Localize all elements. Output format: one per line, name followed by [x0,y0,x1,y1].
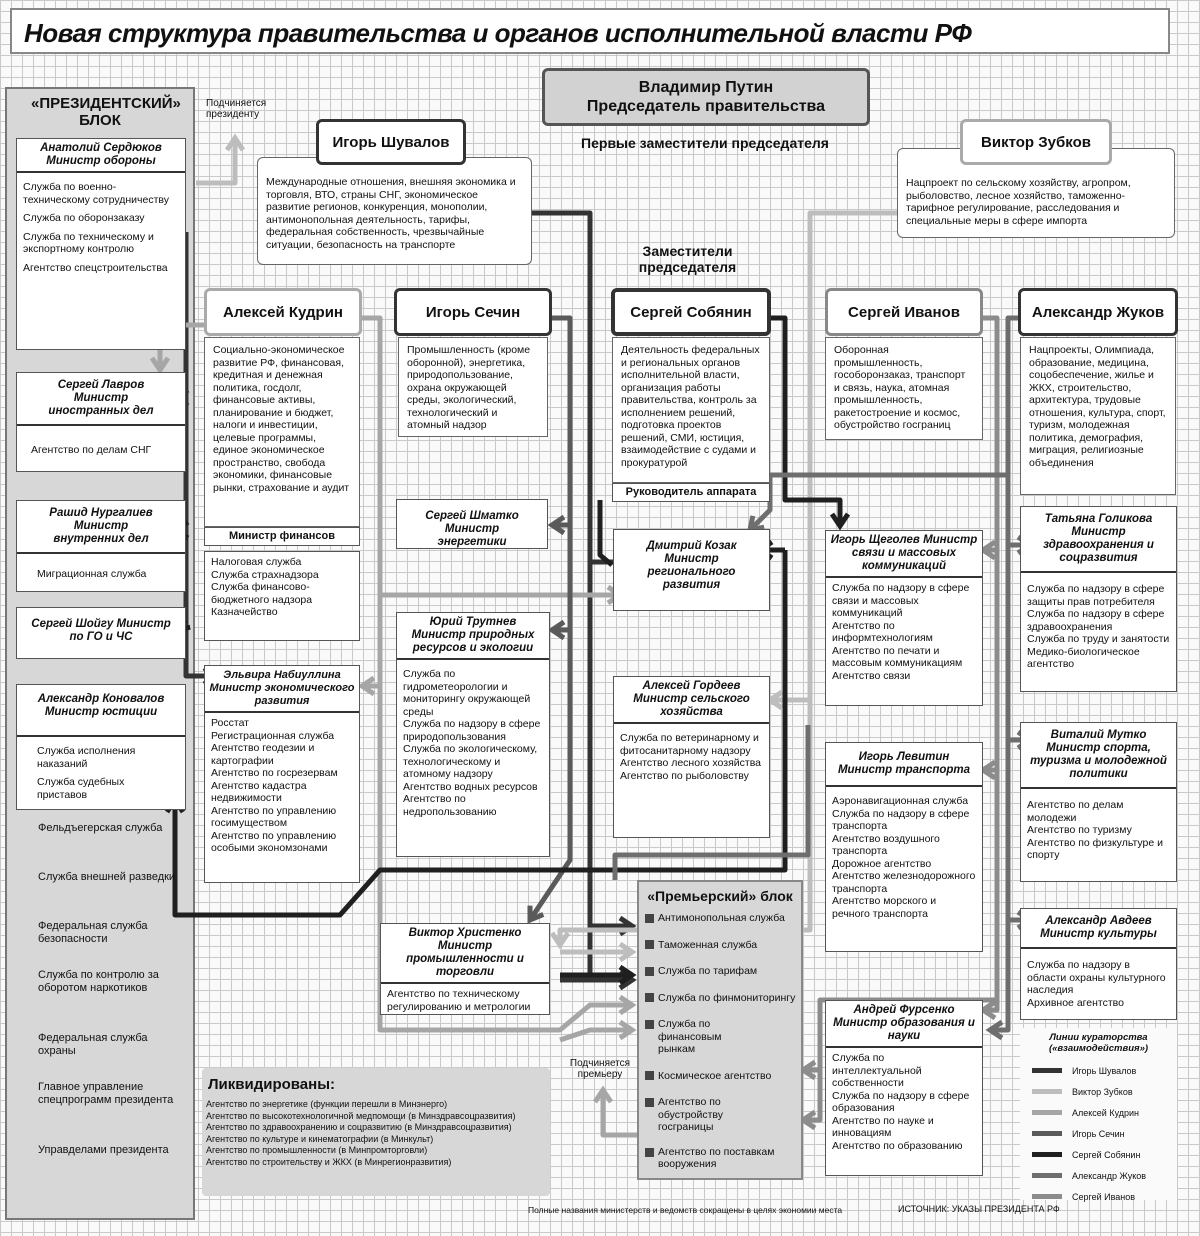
bullet-icon [645,940,654,949]
ministry-defense [16,138,186,350]
ministry-culture [1020,908,1177,1020]
sport-agency: Агентство по туризму [1027,824,1132,836]
sport-agency: Агентство по делам молодежи [1027,799,1124,824]
sobyanin-role-text: Руководитель аппарата [625,486,757,498]
shuvalov-header: Игорь Шувалов [316,119,466,165]
legend-title: Линии кураторства («взаимодействия») [1048,1032,1149,1054]
ministry-energy [396,499,548,549]
culture-agency: Служба по надзору в области охраны культурного наследия [1027,959,1166,996]
ministry-economic-development [204,665,360,883]
edu-agency: Агентство по образованию [832,1139,963,1152]
presidential-service: Федеральная служба охраны [38,1032,148,1057]
econ-agency: Росстат [211,717,249,729]
presidential-note: Подчиняется президенту [206,98,267,120]
bullet-icon [645,914,654,923]
transport-agency: Дорожное агентство [832,857,932,870]
premier-block [637,880,803,1180]
ministry-foreign-head: Сергей Лавров Министр иностранных дел [17,373,185,426]
kudrin-role [204,527,360,546]
ministry-communications [825,530,983,706]
health-agency: Служба по труду и занятости [1027,633,1170,645]
comm-agency: Агентство по печати и массовым коммуникациям [832,644,963,669]
defense-agency: Служба по оборонзаказу [23,212,145,224]
legend-label: Александр Жуков [1072,1170,1147,1181]
ministry-transport [825,742,983,952]
ivanov-transport-arrow [983,762,995,778]
zhukov-education [990,318,1018,1030]
legend-label: Виктор Зубков [1072,1086,1133,1097]
ivanov-header: Сергей Иванов [825,288,983,336]
natural-agency: Служба по надзору в сфере природопользования [403,718,541,743]
zubkov-customs2-arrow [620,944,632,960]
liquidated-title: Ликвидированы: [208,1076,335,1093]
kudrin-service: Служба финансово-бюджетного надзора [211,581,313,606]
ministry-industry-trade [380,923,550,1015]
presidential-service: Главное управление спецпрограмм президента [38,1081,174,1106]
premier-note: Подчиняется премьеру [569,1058,631,1080]
zhukov-education-arrow [990,1022,1002,1038]
premier-item: Служба по финмониторингу [658,991,796,1004]
ministry-regional-head: Дмитрий Козак Министр регионального развития [646,540,737,591]
justice-agency: Служба исполнения наказаний [37,745,136,770]
ministry-health [1020,506,1177,692]
edu-agency: Агентство по науке и инновациям [832,1114,934,1139]
agri-agency: Служба по ветеринарному и фитосанитарному надзору [620,732,759,757]
health-agency: Служба по надзору в сфере защиты прав потребителя [1027,583,1165,608]
legend-line-swatch [1032,1089,1062,1094]
legend-label: Игорь Шувалов [1072,1065,1137,1076]
kudrin-finmarkets [560,1030,632,1040]
zubkov-desc: Нацпроект по сельскому хозяйству, агропром, рыболовство, лесное хозяйство, таможенно-тарифное регулирование, расследования и специальные меры в сфере импорта [897,148,1175,238]
presidential-services [38,822,188,1168]
sobyanin-desc: Деятельность федеральных и региональных органов исполнительной власти, организация работы правительства, контроль за исполнением решений, подготовка проектов решений, СМИ, юстиция, взаимодействие с судами и прокуратурой [612,337,770,483]
ministry-emergency [16,607,186,659]
defense-agency: Служба по военно-техническому сотрудничеству [23,181,169,206]
industry-agency: Агентство по техническому регулированию и метрологии [387,988,531,1013]
legend-item [1032,1123,1177,1144]
sechin-khristenko-arrow [530,906,543,920]
premier-item: Космическое агентство [658,1069,772,1082]
sobyanin-comm-arrow [832,514,848,526]
sechin-header: Игорь Сечин [394,288,552,336]
natural-agency: Агентство по недропользованию [403,793,497,818]
kudrin-service: Служба страхнадзора [211,568,319,581]
president-link-arrow [227,138,243,150]
kudrin-header: Алексей Кудрин [204,288,362,336]
bullet-icon [645,993,654,1002]
zhukov-kozak [750,475,1008,530]
edu-agency: Служба по надзору в сфере образования [832,1089,970,1114]
bullet-icon [645,1071,654,1080]
comm-agency: Служба по надзору в сфере связи и массовых коммуникаций [832,582,970,619]
natural-agency: Служба по гидрометеорологии и мониторингу окружающей среды [403,668,531,718]
shuvalov-tariff-arrow [620,972,632,988]
ministry-culture-head: Александр Авдеев Министр культуры [1021,909,1176,949]
interior-agency: Миграционная служба [37,568,147,580]
liquidated-item: Агентство по промышленности (в Минпромторговли) [206,1145,428,1155]
ministry-health-head: Татьяна Голикова Министр здравоохранения и соцразвития [1021,507,1176,573]
ministry-education [825,1000,983,1176]
presidential-service: Федеральная служба безопасности [38,920,148,945]
chairman-box [542,68,870,126]
kudrin-services [204,551,360,641]
zhukov-kozak-arrow [750,516,764,530]
legend-item [1032,1081,1177,1102]
ministry-economic-head: Эльвира Набиуллина Министр экономического развития [205,666,359,713]
premier-item: Антимонопольная служба [658,912,785,924]
ivanov-space-arrow [803,1112,815,1128]
transport-agency: Агентство железнодорожного транспорта [832,870,976,895]
kudrin-service: Казначейство [211,606,278,618]
bullet-icon [645,1148,654,1157]
kudrin-econ-arrow [362,678,374,694]
liquidated-box [202,1068,550,1196]
sport-agency: Агентство по физкультуре и спорту [1027,836,1163,861]
ministry-interior-head: Рашид Нургалиев Министр внутренних дел [17,501,185,554]
kudrin-service: Налоговая служба [211,556,302,568]
ministry-justice-head: Александр Коновалов Министр юстиции [17,685,185,737]
chairman-role: Председатель правительства [586,98,826,115]
ivanov-desc: Оборонная промышленность, гособоронзаказ, транспорт и связь, наука, атомная промышленность, ракетостроение и космос, обустройство госграниц [825,337,983,440]
ivanov-comm-arrow [983,542,995,558]
defense-agency: Агентство спецстроительства [23,261,168,274]
health-agency: Служба по надзору в сфере здравоохранения [1027,608,1165,633]
ministry-natural-head: Юрий Трутнев Министр природных ресурсов и экологии [397,613,549,660]
defense-agency: Служба по техническому и экспортному контролю [23,230,154,255]
legend [1020,1028,1177,1200]
legend-label: Сергей Иванов [1072,1191,1136,1202]
source-note: ИСТОЧНИК: УКАЗЫ ПРЕЗИДЕНТА РФ [898,1204,1060,1214]
premier-item: Служба по финансовым рынкам [658,1018,722,1055]
zubkov-customs-arrow [552,933,568,945]
sobyanin-header: Сергей Собянин [611,288,771,336]
presidential-service: Служба по контролю за оборотом наркотиков [38,969,159,994]
econ-agency: Регистрационная служба [211,729,335,742]
agri-agency: Агентство по рыболовству [620,769,749,782]
sobyanin-role [612,483,770,502]
legend-label: Игорь Сечин [1072,1128,1125,1139]
econ-agency: Агентство по госрезервам [211,767,338,779]
premier-item: Агентство по поставкам вооружения [658,1145,775,1170]
ministry-industry-head: Виктор Христенко Министр промышленности и торговли [381,924,549,984]
sobyanin-tariff2-arrow [620,967,632,983]
kudrin-desc: Социально-экономическое развитие РФ, финансовая, кредитная и денежная политика, госдолг, финансовые активы, планирование и бюджет, налоги и инвестиции, целевые программы, единое экономическое пространство, свобода экономики, финансовые рынки, страхование и аудит [204,337,360,527]
premier-item: Таможенная служба [658,938,758,951]
page-title: Новая структура правительства и органов исполнительной власти РФ [10,8,1170,54]
ministry-sport-head: Виталий Мутко Министр спорта, туризма и молодежной политики [1021,723,1176,789]
ministry-education-head: Андрей Фурсенко Министр образования и науки [826,1001,982,1048]
shuvalov-antimonopoly-arrow [620,918,632,934]
ministry-energy-head: Сергей Шматко Министр энергетики [425,510,519,548]
zhukov-desc: Нацпроекты, Олимпиада, образование, медицина, соцобеспечение, жилье и ЖКХ, строительство, архитектура, трудовые отношения, культура, спорт, туризм, молодежная политика, демография, миграция, религиозные объединения [1020,337,1176,495]
agri-agency: Агентство лесного хозяйства [620,757,761,769]
ministry-interior [16,500,186,592]
natural-agency: Служба по экологическому, технологическому и атомному надзору [403,743,538,780]
foreign-agency: Агентство по делам СНГ [31,444,152,456]
legend-line-swatch [1032,1131,1062,1136]
transport-agency: Служба по надзору в сфере транспорта [832,807,970,832]
ministry-regional-development [613,529,770,611]
ministry-defense-head: Анатолий Сердюков Министр обороны [17,139,185,173]
justice-agency: Служба судебных приставов [37,776,125,801]
ivanov-education-arrow [983,1002,995,1018]
kudrin-role-text: Министр финансов [228,530,335,542]
shuvalov-desc: Международные отношения, внешняя экономика и торговля, ВТО, страны СНГ, экономическое развитие регионов, конкуренция, монополии, антимонопольная деятельность, тарифы, федеральная собственность, чрезвычайные ситуации, безопасность на транспорте [257,157,532,265]
legend-item [1032,1144,1177,1165]
ivanov-cosmos-arrow [803,1062,815,1078]
legend-line-swatch [1032,1194,1062,1199]
econ-agency: Агентство по управлению госимуществом [211,804,337,829]
premier-item: Агентство по обустройству госграницы [658,1096,724,1133]
natural-agency: Агентство водных ресурсов [403,780,538,793]
deputies-label: Заместители председателя [638,243,737,275]
premier-block-title: «Премьерский» блок [647,888,793,904]
transport-agency: Аэронавигационная служба [832,795,969,807]
liquidated-item: Агентство по строительству и ЖКХ (в Минрегионразвития) [206,1156,452,1167]
ministry-natural-resources [396,612,550,857]
zhukov-header: Александр Жуков [1018,288,1178,336]
ivanov-education [983,318,997,1010]
sechin-energy-arrow [552,517,564,533]
presidential-service: Фельдъегерская служба [38,822,163,834]
sobyanin-kozak2 [600,500,612,565]
health-agency: Медико-биологическое агентство [1027,645,1140,670]
presidential-service: Служба внешней разведки [38,871,176,883]
liquidated-item: Агентство по энергетике (функции перешли в Минэнерго) [206,1099,448,1109]
premier-note-link [603,1090,637,1135]
legend-item [1032,1060,1177,1081]
sechin-trutnev-arrow [552,622,564,638]
edu-agency: Служба по интеллектуальной собственности [832,1052,922,1089]
bullet-icon [645,967,654,976]
president-link [196,138,235,183]
comm-agency: Агентство связи [832,669,911,682]
legend-line-swatch [1032,1173,1062,1178]
ministry-agriculture-head: Алексей Гордеев Министр сельского хозяйства [614,677,769,724]
chairman-name: Владимир Путин [638,79,774,96]
ministry-sport [1020,722,1177,882]
legend-label: Алексей Кудрин [1072,1107,1140,1118]
ministry-communications-head: Игорь Щеголев Министр связи и массовых коммуникаций [826,531,982,578]
sechin-desc: Промышленность (кроме оборонной), энергетика, природопользование, охрана окружающей среды, экологический, технологический и атомный надзор [398,337,548,437]
bullet-icon [645,1020,654,1029]
legend-line-swatch [1032,1152,1062,1157]
ministry-foreign [16,372,186,472]
bullet-icon [645,1098,654,1107]
ministry-transport-head: Игорь Левитин Министр транспорта [826,743,982,787]
econ-agency: Агентство геодезии и картографии [211,742,315,767]
zubkov-agri-arrow [770,692,782,708]
ministry-justice [16,684,186,810]
comm-agency: Агентство по информтехнологиям [832,619,933,644]
legend-line-swatch [1032,1068,1062,1073]
presidential-service: Управделами президента [38,1144,169,1156]
culture-agency: Архивное агентство [1027,996,1124,1009]
shuvalov-line-arrow [620,972,632,988]
liquidated-item: Агентство по здравоохранению и соцразвитию (в Минздравсоцразвития) [206,1122,512,1132]
kudrin-finmarkets-arrow [620,1022,632,1038]
kudrin-finmon-arrow [620,997,632,1013]
legend-item [1032,1102,1177,1123]
ministry-agriculture [613,676,770,838]
footer-note: Полные названия министерств и ведомств сокращены в целях экономии места [528,1205,843,1215]
transport-agency: Агентство морского и речного транспорта [832,895,937,920]
legend-item [1032,1165,1177,1186]
presidential-block-title: «ПРЕЗИДЕНТСКИЙ» БЛОК [31,95,181,129]
liquidated-item: Агентство по высокотехнологичной медпомощи (в Минздравсоцразвития) [206,1110,516,1121]
legend-label: Сергей Собянин [1072,1149,1141,1160]
zubkov-header: Виктор Зубков [960,119,1112,165]
first-deputies-label: Первые заместители председателя [581,135,829,151]
transport-agency: Агентство воздушного транспорта [832,832,940,857]
sechin-trutnev [552,318,570,630]
premier-item: Служба по тарифам [658,965,758,977]
premier-note-link-arrow [595,1090,611,1102]
ministry-emergency-head: Сергей Шойгу Министр по ГО и ЧС [31,618,171,643]
liquidated-item: Агентство по культуре и кинематографии (в Минкульт) [206,1133,434,1144]
econ-agency: Агентство по управлению особыми экономзонами [211,829,337,854]
econ-agency: Агентство кадастра недвижимости [211,779,307,804]
legend-line-swatch [1032,1110,1062,1115]
